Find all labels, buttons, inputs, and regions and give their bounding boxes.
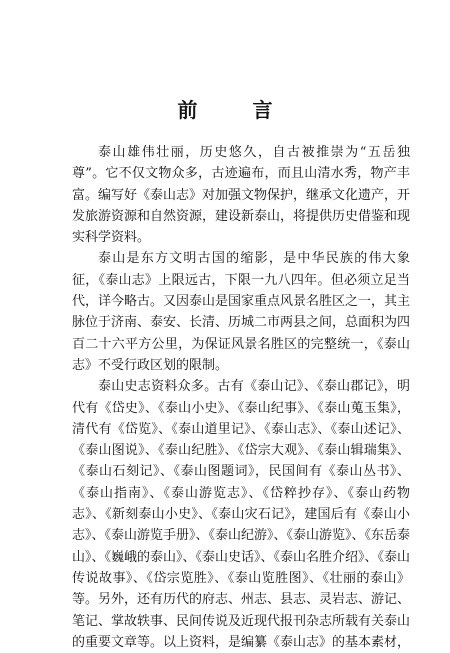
page-title: 前 言 [177, 98, 297, 122]
paragraph-3: 泰山史志资料众多。古有《泰山记》、《泰山郡记》，明代有《岱史》、《泰山小史》、《泰山纪事》、《泰山蒐玉集》，清代有《岱览》、《泰山道里记》、《泰山志》、《泰山述记》、《泰山图说》、《泰山纪胜》、《岱宗大观》、《泰山辑瑞集》、《泰山石刻记》、《泰山图题词》，民国间有《泰山丛书》、《泰山指南》、《泰山游览志》、《岱粹抄存》、《泰山药物志》、《新刻泰山小史》、《泰山灾石记》，建国后有《泰山小志》、《泰山游览手册》、《泰山纪游》、《泰山游览》、《东岳泰山》、《巍峨的泰山》、《泰山史话》、《泰山名胜介绍》、《泰山传说故事》、《岱宗览胜》、《泰山览胜图》、《壮丽的泰山》等。另外，还有历代的府志、州志、县志、灵岩志、游记、笔记、掌故轶事、民间传说及近现代报刊杂志所载有关泰山的重要文章等。以上资料，是编纂《泰山志》的基本素材， [72, 379, 411, 650]
body-text [72, 142, 410, 653]
paragraph-1: 泰山雄伟壮丽，历史悠久，自古被推崇为“五岳独尊”。它不仅文物众多，古迹遍布，而且山清水秀，物产丰富。编写好《泰山志》对加强文物保护，继承文化遗产，开发旅游资源和自然资源，建设新泰山，将提供历史借鉴和现实科学资料。 [72, 145, 411, 246]
paragraph-2: 泰山是东方文明古国的缩影，是中华民族的伟大象征，《泰山志》上限远古，下限一九八四年。但必须立足当代，详今略古。又因泰山是国家重点风景名胜区之一，其主脉位于济南、泰安、长清、历城二市两县之间，总面积为四百二十六平方公里，为保证风景名胜区的完整统一，《泰山志》不受行政区划的限制。 [72, 251, 411, 373]
